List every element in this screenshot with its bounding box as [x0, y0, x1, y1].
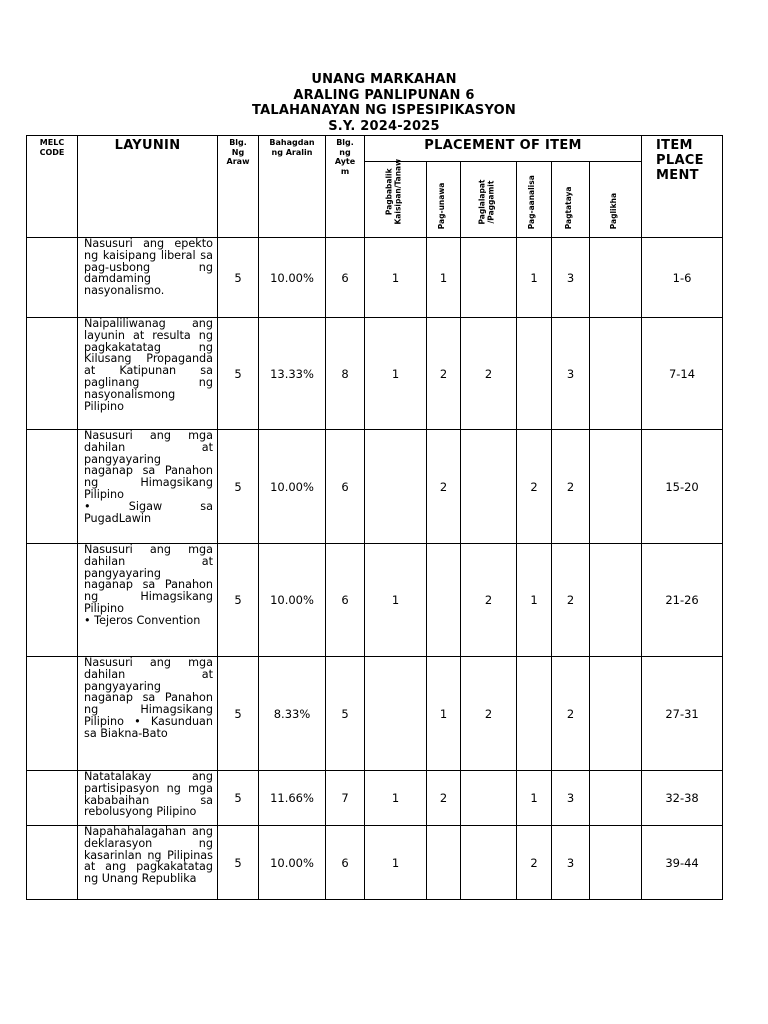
level-count-cell: [365, 430, 427, 544]
level-count-cell: 1: [427, 657, 461, 771]
aytem-cell: 6: [326, 238, 365, 318]
level-count-cell: 2: [427, 318, 461, 430]
layunin-cell: Nasusuri ang mga dahilan at pangyayaring naganap sa Panahon ng Himagsikang Pilipino • Tejeros Convention: [78, 544, 218, 657]
araw-cell: 5: [218, 826, 259, 900]
aytem-cell: 8: [326, 318, 365, 430]
layunin-cell: Nasusuri ang mga dahilan at pangyayaring naganap sa Panahon ng Himagsikang Pilipino • Sigaw sa PugadLawin: [78, 430, 218, 544]
bahagdan-cell: 10.00%: [259, 544, 326, 657]
level-count-cell: 2: [517, 826, 552, 900]
item-placement-cell: 15-20: [642, 430, 723, 544]
araw-cell: 5: [218, 657, 259, 771]
level-count-cell: 1: [365, 544, 427, 657]
level-count-cell: 3: [552, 826, 590, 900]
bahagdan-cell: 8.33%: [259, 657, 326, 771]
header-level-pag-unawa: Pag-unawa: [427, 162, 461, 238]
header-item-placement: ITEM PLACE MENT: [642, 136, 723, 238]
layunin-cell: Naipaliliwanag ang layunin at resulta ng pagkakatatag ng Kilusang Propaganda at Katipunan sa paglinang ng nasyonalismong Pilipino: [78, 318, 218, 430]
level-count-cell: [461, 826, 517, 900]
header-level-pagtataya: Pagtataya: [552, 162, 590, 238]
level-count-cell: 1: [427, 238, 461, 318]
araw-cell: 5: [218, 318, 259, 430]
layunin-cell: Natatalakay ang partisipasyon ng mga kababaihan sa rebolusyong Pilipino: [78, 771, 218, 826]
item-placement-cell: 39-44: [642, 826, 723, 900]
level-count-cell: [461, 238, 517, 318]
bahagdan-cell: 13.33%: [259, 318, 326, 430]
araw-cell: 5: [218, 430, 259, 544]
level-count-cell: 2: [461, 318, 517, 430]
level-count-cell: 2: [517, 430, 552, 544]
level-count-cell: 1: [517, 771, 552, 826]
table-row: [27, 430, 723, 544]
melc-cell: [27, 771, 78, 826]
header-bahagdan: Bahagdan ng Aralin: [259, 136, 326, 238]
item-placement-cell: 21-26: [642, 544, 723, 657]
melc-cell: [27, 544, 78, 657]
level-count-cell: [590, 544, 642, 657]
level-count-cell: 1: [365, 238, 427, 318]
bahagdan-cell: 10.00%: [259, 238, 326, 318]
level-count-cell: 2: [461, 544, 517, 657]
aytem-cell: 5: [326, 657, 365, 771]
table-row: [27, 657, 723, 771]
title-document-type: TALAHANAYAN NG ISPESIPIKASYON: [252, 103, 516, 118]
level-count-cell: [461, 771, 517, 826]
table-row: [27, 318, 723, 430]
melc-cell: [27, 657, 78, 771]
table-row: [27, 238, 723, 318]
title-quarter: UNANG MARKAHAN: [311, 72, 457, 87]
level-count-cell: [517, 318, 552, 430]
header-araw: Blg. Ng Araw: [218, 136, 259, 238]
header-level-pagbabalik: Pagbabalik Kaisipan/Tanaw: [365, 162, 427, 238]
item-placement-cell: 32-38: [642, 771, 723, 826]
bahagdan-cell: 11.66%: [259, 771, 326, 826]
level-count-cell: 2: [427, 430, 461, 544]
melc-cell: [27, 826, 78, 900]
header-level-pag-aanalisa: Pag-aanalisa: [517, 162, 552, 238]
level-count-cell: 2: [552, 544, 590, 657]
table-row: [27, 826, 723, 900]
level-count-cell: [590, 430, 642, 544]
level-count-cell: [365, 657, 427, 771]
header-level-paglikha: Paglikha: [590, 162, 642, 238]
araw-cell: 5: [218, 544, 259, 657]
melc-cell: [27, 430, 78, 544]
level-count-cell: 3: [552, 771, 590, 826]
table-row: [27, 771, 723, 826]
aytem-cell: 6: [326, 826, 365, 900]
araw-cell: 5: [218, 771, 259, 826]
level-count-cell: 2: [552, 657, 590, 771]
level-count-cell: 1: [517, 544, 552, 657]
melc-cell: [27, 318, 78, 430]
item-placement-cell: 1-6: [642, 238, 723, 318]
level-count-cell: [427, 544, 461, 657]
layunin-cell: Nasusuri ang mga dahilan at pangyayaring naganap sa Panahon ng Himagsikang Pilipino • Kasunduan sa Biakna-Bato: [78, 657, 218, 771]
title-school-year: S.Y. 2024-2025: [328, 118, 440, 134]
level-count-cell: [517, 657, 552, 771]
level-count-cell: 3: [552, 318, 590, 430]
bahagdan-cell: 10.00%: [259, 430, 326, 544]
level-count-cell: [461, 430, 517, 544]
table-of-specifications: [26, 135, 723, 900]
document-title: [0, 72, 768, 134]
level-count-cell: 1: [365, 318, 427, 430]
level-count-cell: 2: [427, 771, 461, 826]
melc-cell: [27, 238, 78, 318]
header-placement-of-item: PLACEMENT OF ITEM: [365, 136, 642, 162]
header-layunin: LAYUNIN: [78, 136, 218, 238]
level-count-cell: 2: [552, 430, 590, 544]
table-row: [27, 544, 723, 657]
level-count-cell: [427, 826, 461, 900]
layunin-cell: Napahahalagahan ang deklarasyon ng kasarinlan ng Pilipinas at ang pagkakatatag ng Unang Republika: [78, 826, 218, 900]
aytem-cell: 6: [326, 430, 365, 544]
level-count-cell: [590, 238, 642, 318]
level-count-cell: 2: [461, 657, 517, 771]
header-level-paglalapat: Paglalapat /Paggamit: [461, 162, 517, 238]
level-count-cell: 1: [517, 238, 552, 318]
level-count-cell: 1: [365, 826, 427, 900]
item-placement-cell: 7-14: [642, 318, 723, 430]
title-subject: ARALING PANLIPUNAN 6: [293, 87, 475, 103]
level-count-cell: [590, 771, 642, 826]
level-count-cell: 3: [552, 238, 590, 318]
level-count-cell: 1: [365, 771, 427, 826]
header-aytem: Blg. ng Ayte m: [326, 136, 365, 238]
layunin-cell: Nasusuri ang epekto ng kaisipang liberal sa pag-usbong ng damdaming nasyonalismo.: [78, 238, 218, 318]
item-placement-cell: 27-31: [642, 657, 723, 771]
aytem-cell: 6: [326, 544, 365, 657]
level-count-cell: [590, 826, 642, 900]
level-count-cell: [590, 657, 642, 771]
aytem-cell: 7: [326, 771, 365, 826]
bahagdan-cell: 10.00%: [259, 826, 326, 900]
header-melc-code: MELC CODE: [27, 136, 78, 238]
level-count-cell: [590, 318, 642, 430]
araw-cell: 5: [218, 238, 259, 318]
